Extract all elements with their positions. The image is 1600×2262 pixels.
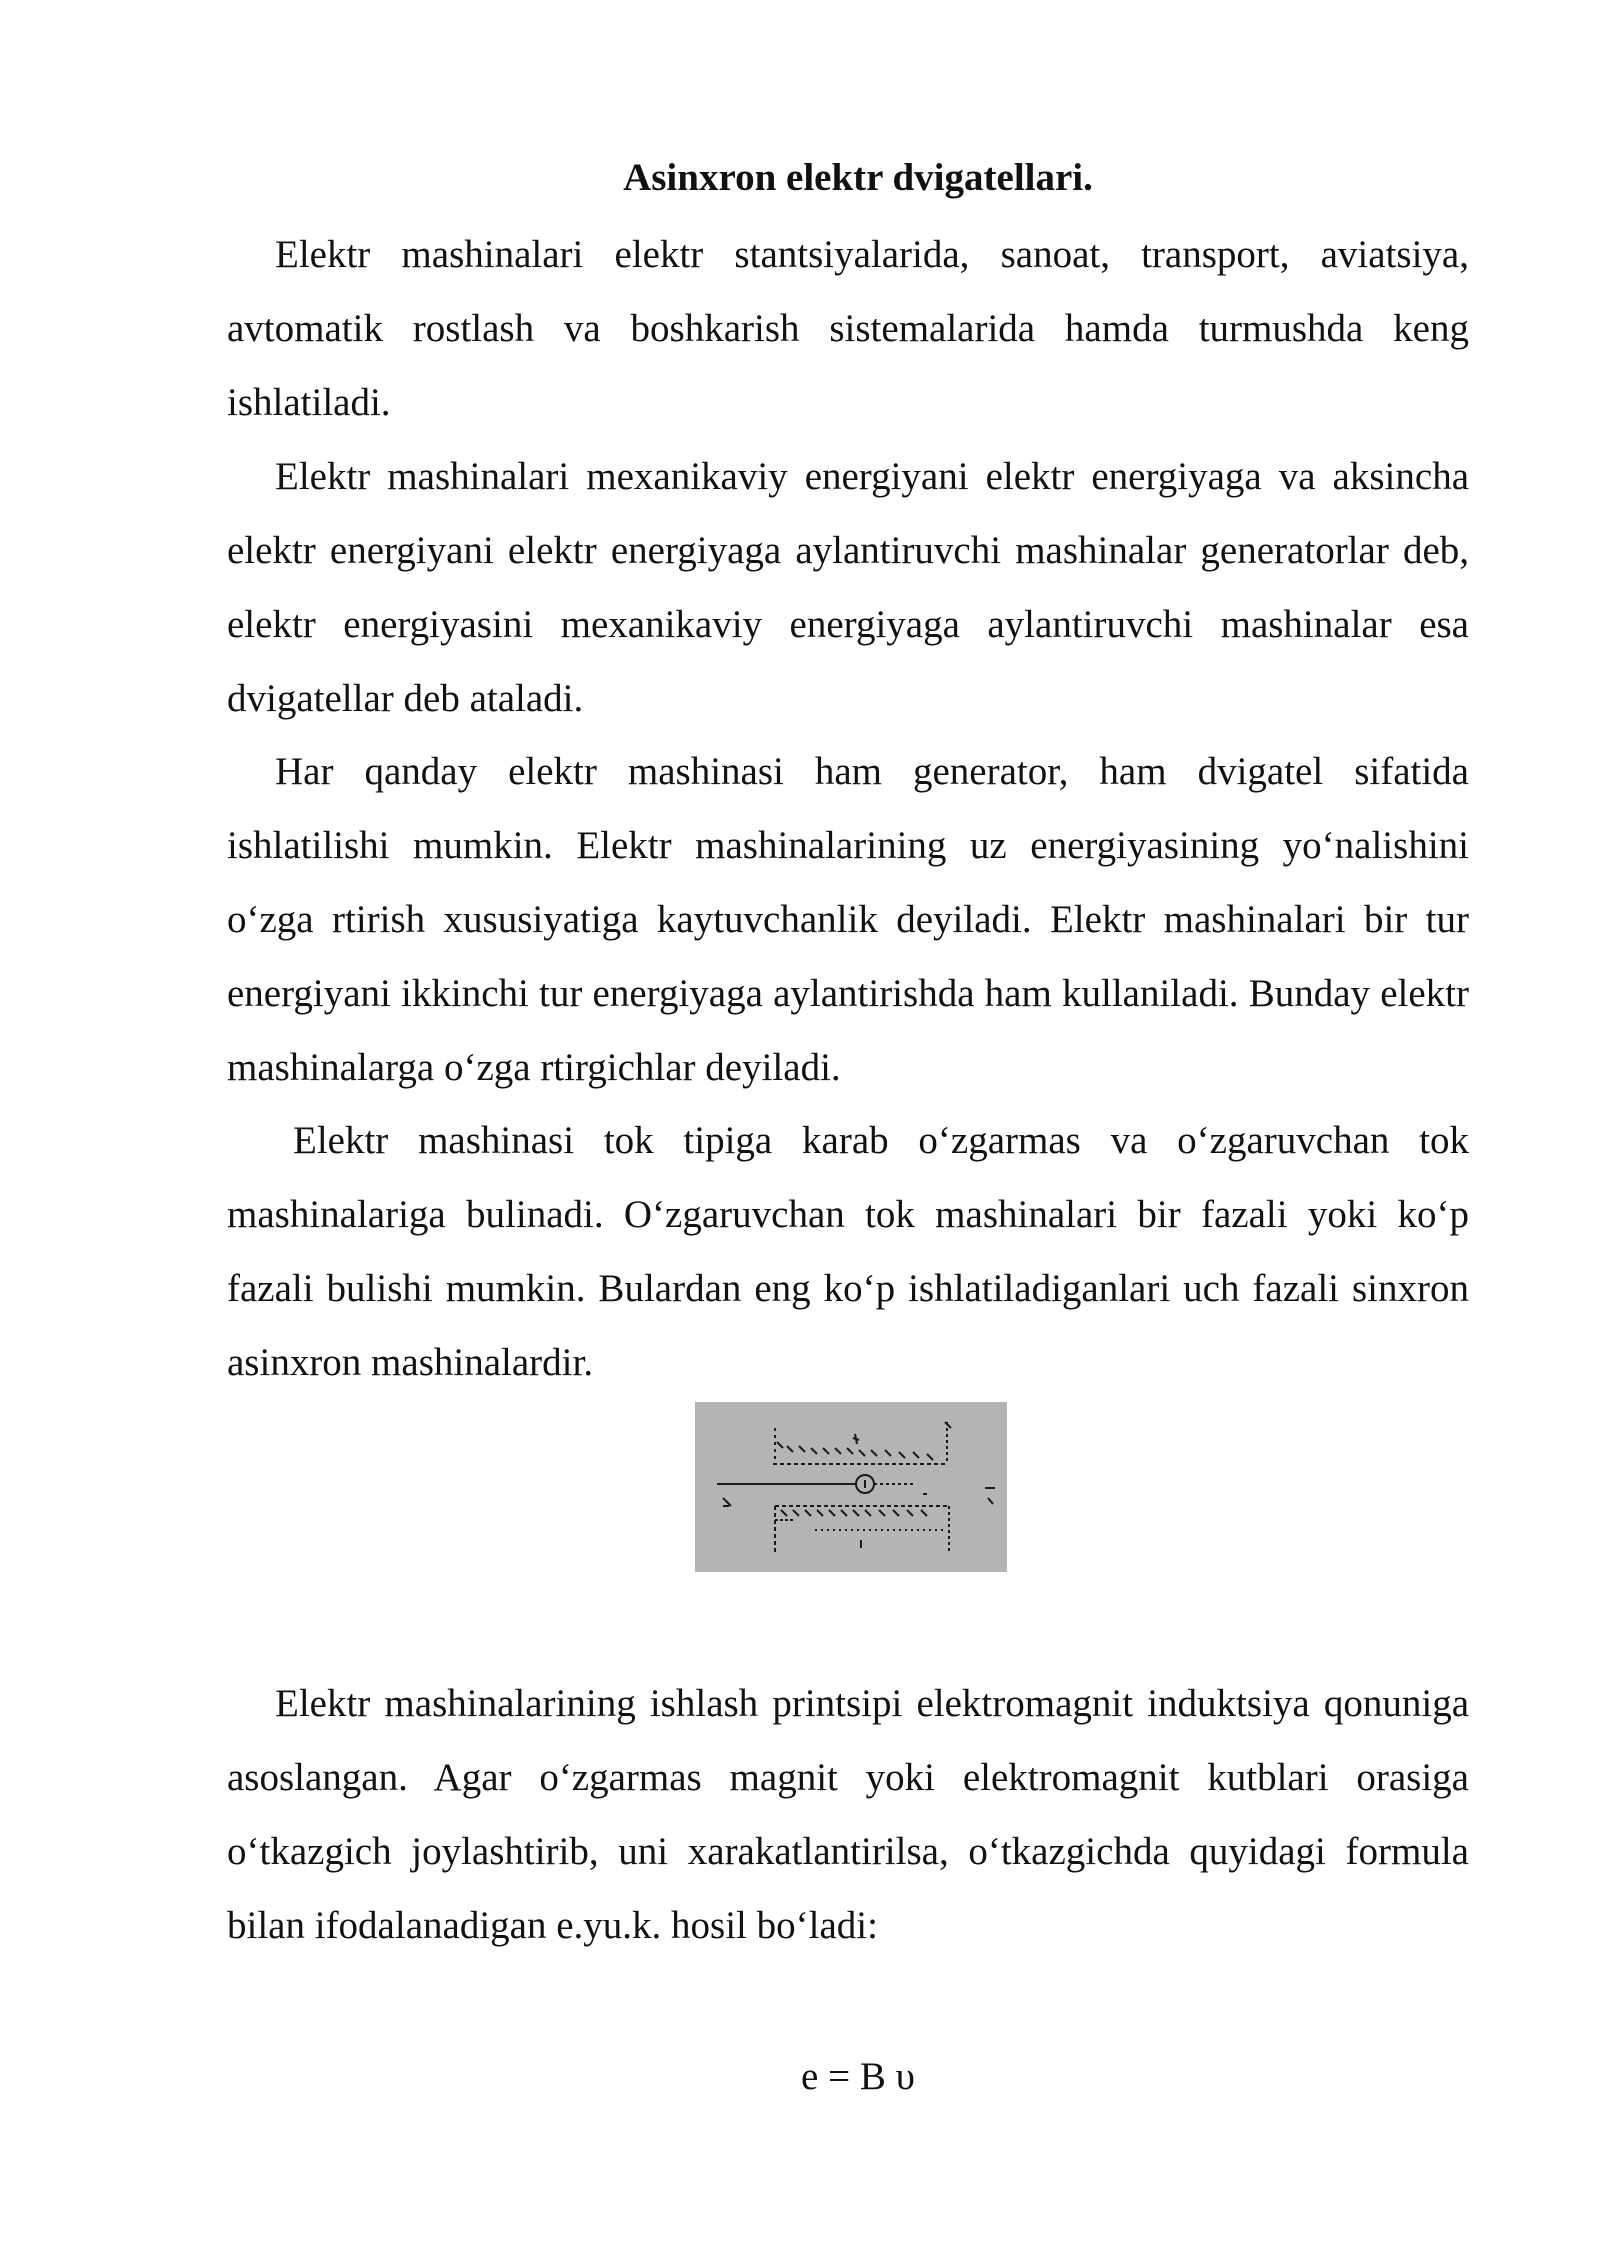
paragraph-text: Elektr mashinalari mexanikaviy energiyani elektr energiyaga va aksincha elektr energiyani elektr energiyaga aylantiruvchi mashinalar generatorlar deb, elektr energiyasini mexanikaviy energiyaga aylantiruvchi mashinalar esa dvigatellar deb ataladi.	[227, 455, 1469, 720]
paragraph-4	[227, 1104, 1469, 1400]
paragraph-2	[227, 440, 1469, 736]
paragraph-text: Elektr mashinalarining ishlash printsipi elektromagnit induktsiya qonuniga asoslangan. Agar o‘zgarmas magnit yoki elektromagnit kutblari orasiga o‘tkazgich joylashtirib, uni xarakatlantirilsa, o‘tkazgichda quyidagi formula bilan ifodalanadigan e.yu.k. hosil bo‘ladi:	[227, 1682, 1469, 1947]
paragraph-text: Elektr mashinalari elektr stantsiyalarida, sanoat, transport, aviatsiya, avtomatik rostlash va boshkarish sistemalarida hamda turmushda keng ishlatiladi.	[227, 233, 1469, 424]
paragraph-1	[227, 218, 1469, 440]
paragraph-text: Elektr mashinasi tok tipiga karab o‘zgarmas va o‘zgaruvchan tok mashinalariga bulinadi. O‘zgaruvchan tok mashinalari bir fazali yoki ko‘p fazali bulishi mumkin. Bulardan eng ko‘p ishlatiladiganlari uch fazali sinxron asinxron mashinalardir.	[227, 1119, 1469, 1384]
paragraph-text: Har qanday elektr mashinasi ham generator, ham dvigatel sifatida ishlatilishi mumkin. Elektr mashinalarining uz energiyasining yo‘nalishini o‘zga rtirish xususiyatiga kaytuvchanlik deyiladi. Elektr mashinalari bir tur energiyani ikkinchi tur energiyaga aylantirishda ham kullaniladi. Bunday elektr mashinalarga o‘zga rtirgichlar deyiladi.	[227, 750, 1469, 1089]
paragraph-3	[227, 735, 1469, 1105]
electric-machine-figure	[695, 1402, 1007, 1572]
formula-emf: e = B υ	[801, 2055, 915, 2098]
conductor-between-magnetic-poles-diagram-icon	[695, 1402, 1007, 1572]
page-title: Asinxron elektr dvigatellari.	[623, 156, 1093, 199]
paragraph-5	[227, 1667, 1469, 1963]
